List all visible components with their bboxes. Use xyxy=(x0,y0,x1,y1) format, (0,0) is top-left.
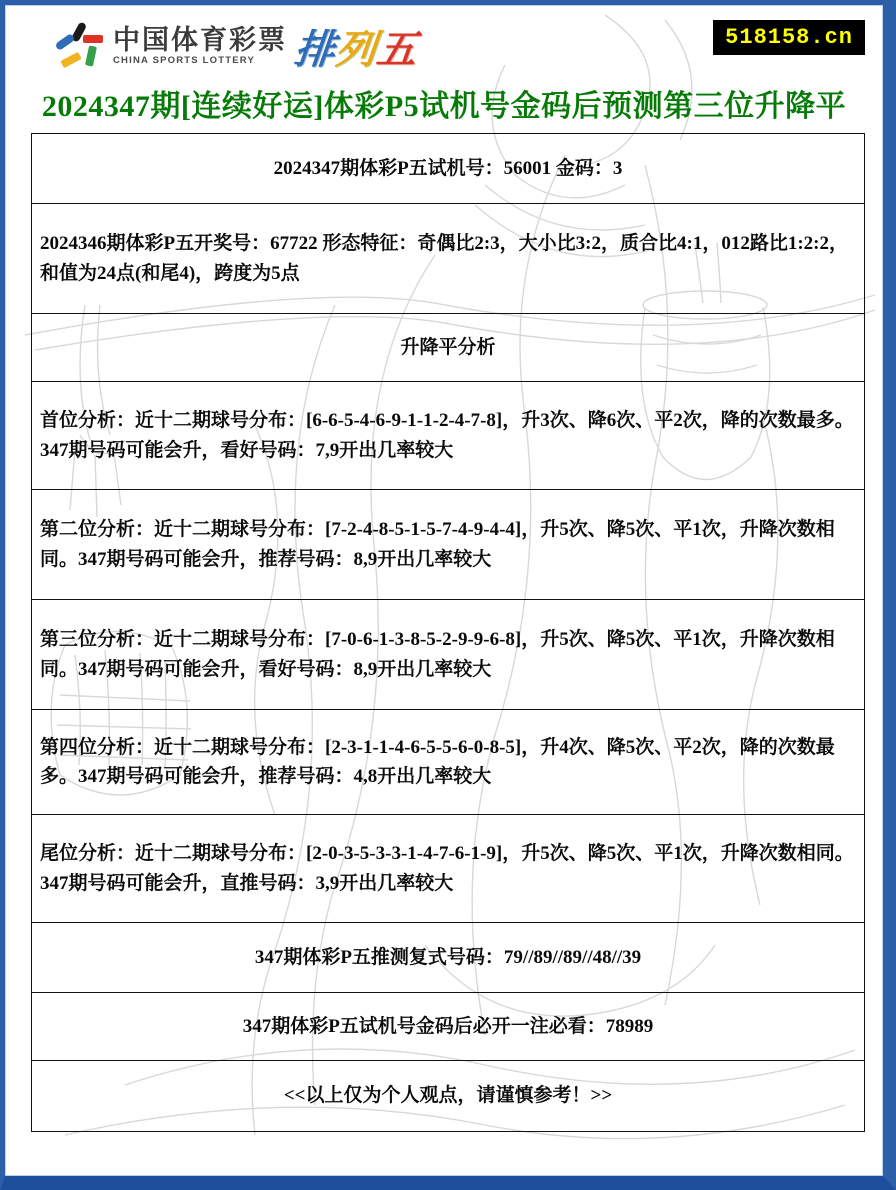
product-char-1: 排 xyxy=(292,27,338,72)
row-position-4-analysis: 第四位分析：近十二期球号分布：[2-3-1-1-4-6-5-5-6-0-8-5]，升4次、降5次、平2次，降的次数最多。347期号码可能会升，推荐号码：4,8开出几率较大 xyxy=(32,710,864,815)
row-disclaimer: <<以上仅为个人观点，请谨慎参考！>> xyxy=(32,1061,864,1132)
site-url-badge: 518158.cn xyxy=(713,20,865,55)
row-position-1-analysis: 首位分析：近十二期球号分布：[6-6-5-4-6-9-1-1-2-4-7-8]，升3次、降6次、平2次，降的次数最多。347期号码可能会升，看好号码：7,9开出几率较大 xyxy=(32,382,864,490)
brand-name-english: CHINA SPORTS LOTTERY xyxy=(113,54,256,66)
row-last-draw-result: 2024346期体彩P五开奖号：67722 形态特征：奇偶比2:3，大小比3:2，质合比4:1，012路比1:2:2，和值为24点(和尾4)，跨度为5点 xyxy=(32,204,864,314)
product-name-pailiewu xyxy=(292,18,421,75)
brand-name-chinese: 中国体育彩票 xyxy=(113,25,287,56)
page-content xyxy=(5,5,883,1176)
brand-text xyxy=(113,26,287,65)
row-test-number: 2024347期体彩P五试机号：56001 金码：3 xyxy=(32,134,864,204)
row-must-open-prediction: 347期体彩P五试机号金码后必开一注必看：78989 xyxy=(32,993,864,1061)
row-section-heading: 升降平分析 xyxy=(32,314,864,382)
product-char-3: 五 xyxy=(374,27,420,72)
sports-lottery-logo-icon xyxy=(53,20,103,72)
row-tail-position-analysis: 尾位分析：近十二期球号分布：[2-0-3-5-3-3-1-4-7-6-1-9]，升5次、降5次、平1次，升降次数相同。347期号码可能会升，直推号码：3,9开出几率较大 xyxy=(32,815,864,923)
row-complex-number-prediction: 347期体彩P五推测复式号码：79//89//89//48//39 xyxy=(32,923,864,993)
page-title: 2024347期[连续好运]体彩P5试机号金码后预测第三位升降平 xyxy=(41,90,847,123)
row-position-3-analysis: 第三位分析：近十二期球号分布：[7-0-6-1-3-8-5-2-9-9-6-8]，升5次、降5次、平1次，升降次数相同。347期号码可能会升，看好号码：8,9开出几率较大 xyxy=(32,600,864,710)
row-position-2-analysis: 第二位分析：近十二期球号分布：[7-2-4-8-5-1-5-7-4-9-4-4]，升5次、降5次、平1次，升降次数相同。347期号码可能会升，推荐号码：8,9开出几率较大 xyxy=(32,490,864,600)
site-header xyxy=(53,13,418,79)
analysis-board xyxy=(31,133,865,1132)
product-char-2: 列 xyxy=(333,27,379,72)
